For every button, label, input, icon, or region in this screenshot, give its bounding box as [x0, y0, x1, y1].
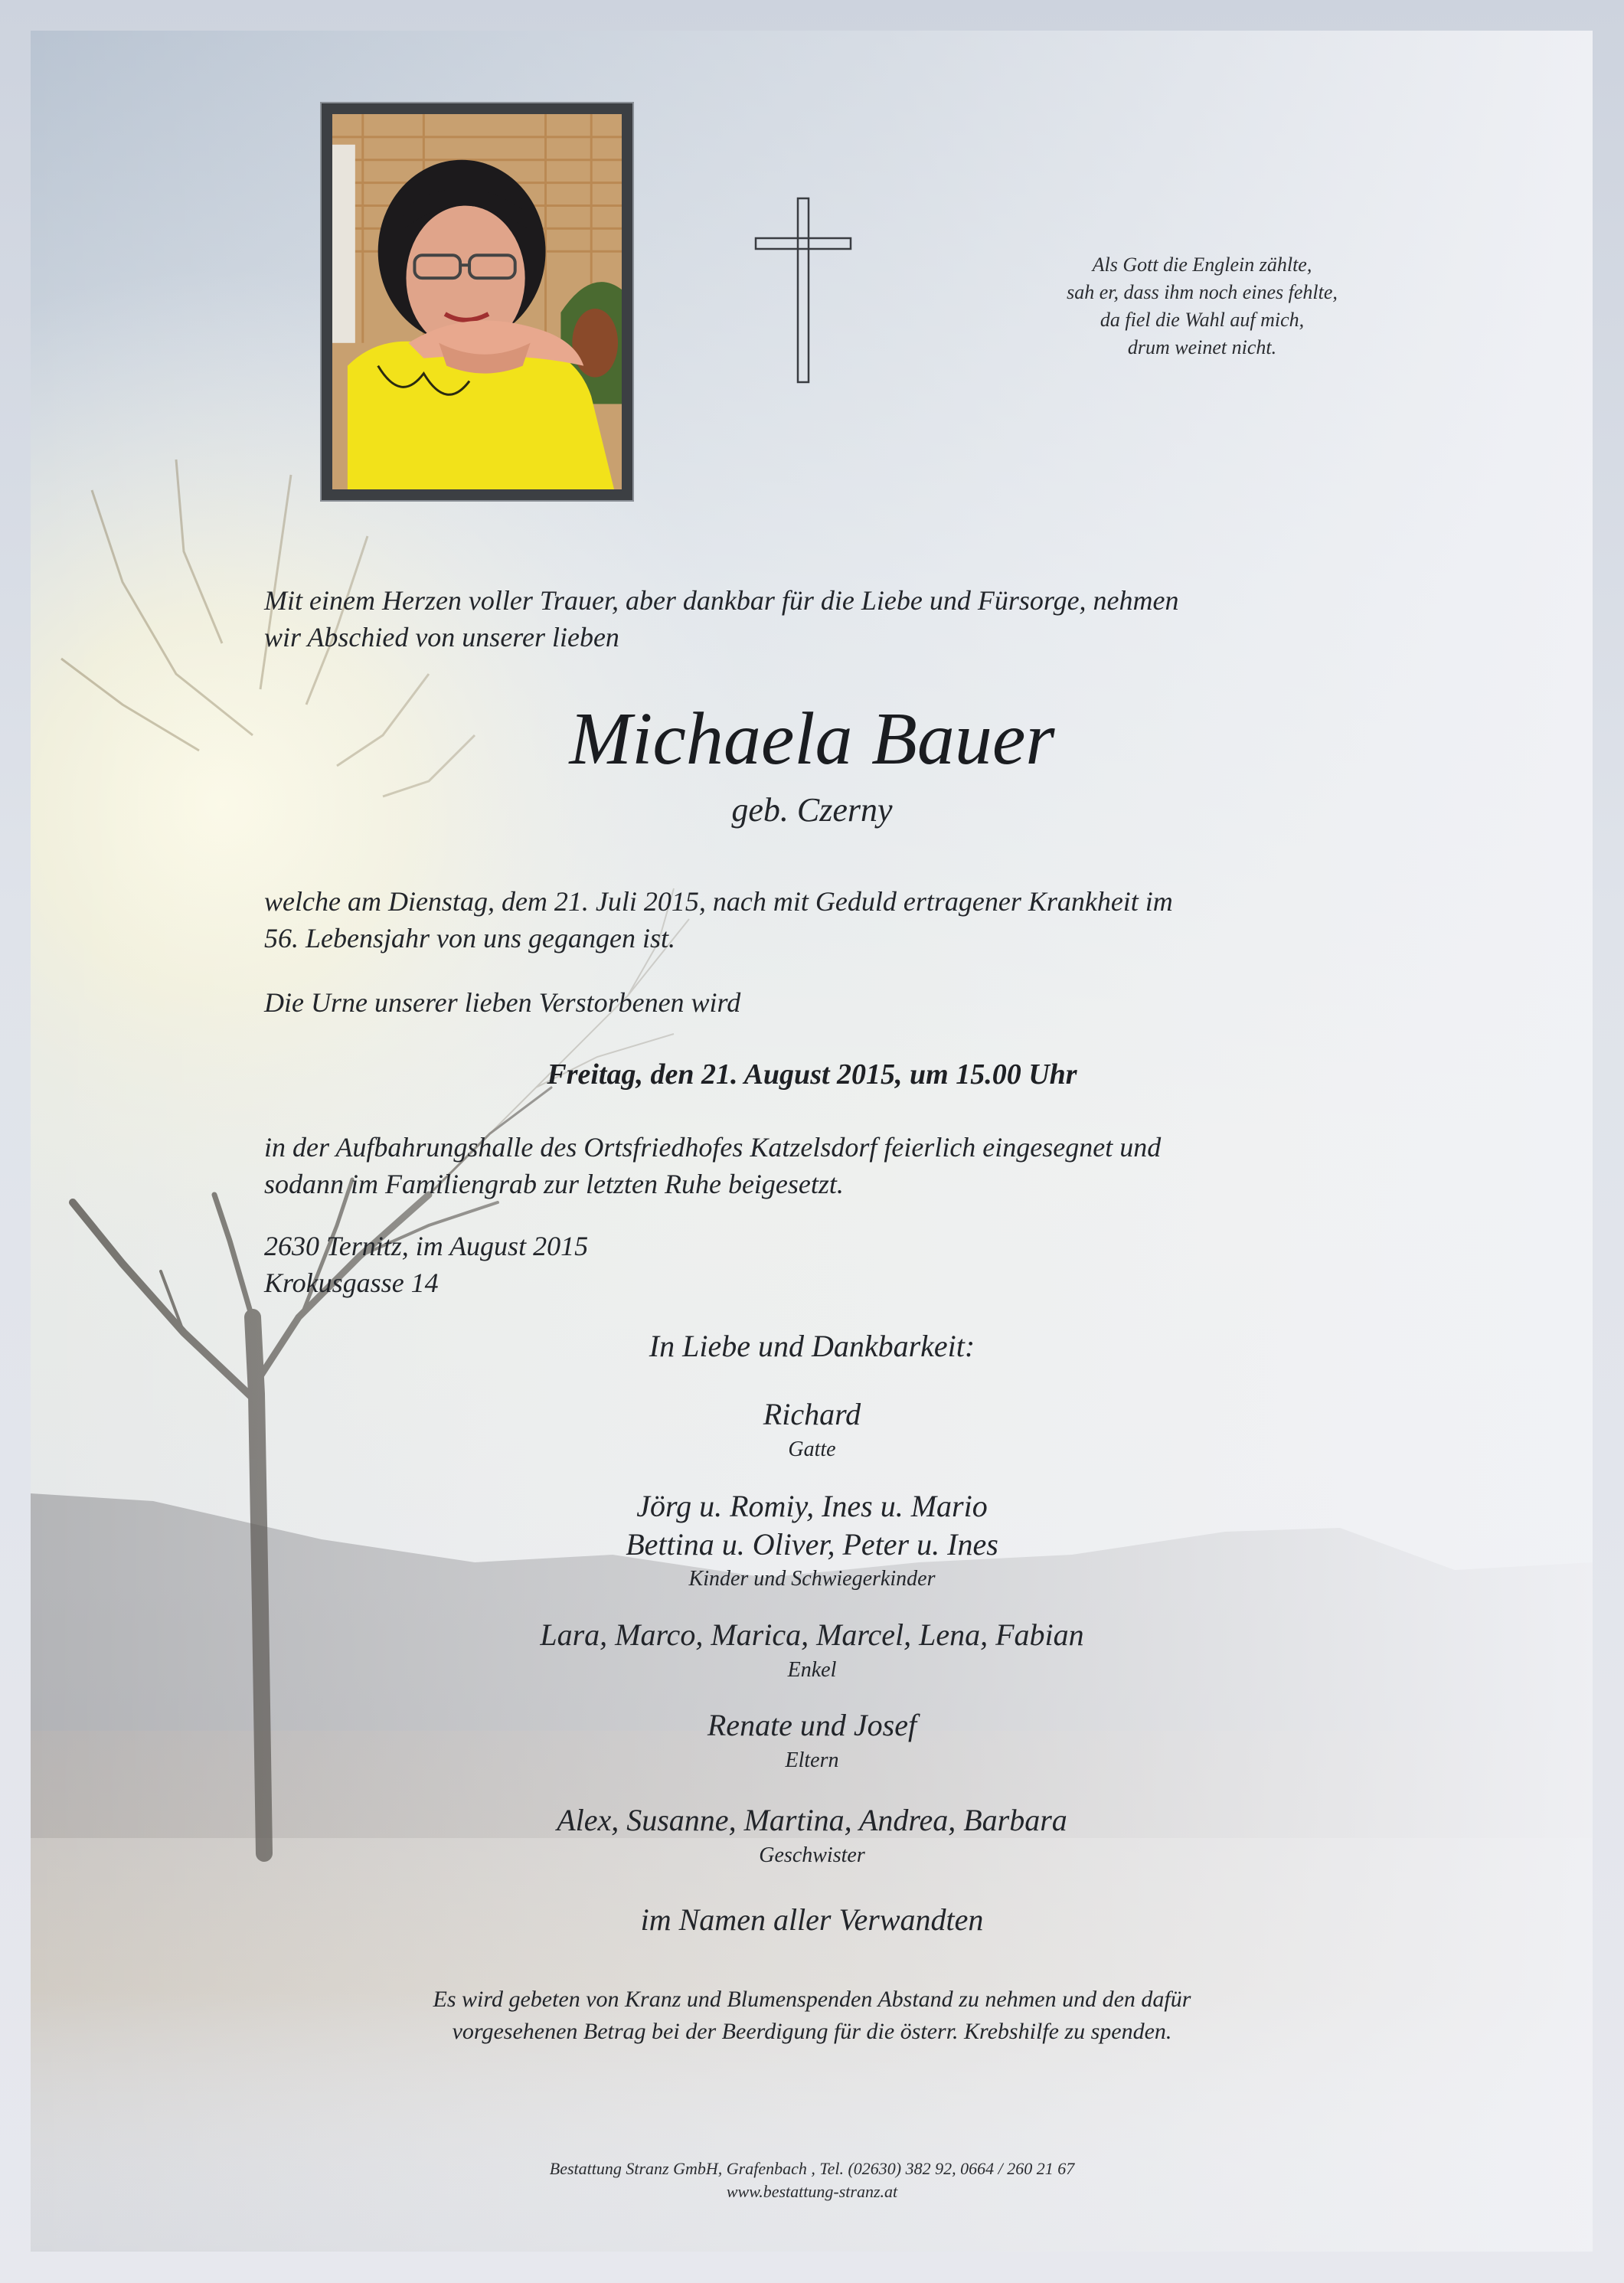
footer-company: Bestattung Stranz GmbH, Grafenbach , Tel. (02630) 382 92, 0664 / 260 21 67 — [549, 2159, 1075, 2178]
donation-note — [0, 1984, 1624, 2048]
mourner-relation: Eltern — [785, 1748, 839, 1772]
mourner-names: Renate und Josef — [707, 1708, 917, 1742]
mourner-names: Bettina u. Oliver, Peter u. Ines — [626, 1527, 998, 1562]
verse-line: sah er, dass ihm noch eines fehlte, — [1067, 281, 1338, 303]
death-announcement — [264, 883, 1351, 957]
mourner-names: Alex, Susanne, Martina, Andrea, Barbara — [557, 1803, 1067, 1837]
intro-line: wir Abschied von unserer lieben — [264, 622, 619, 653]
mourner-relation: Enkel — [787, 1658, 837, 1682]
place-line: 2630 Ternitz, im August 2015 — [264, 1231, 589, 1261]
mourner-relation: Geschwister — [759, 1843, 865, 1867]
place-and-address — [264, 1228, 1351, 1301]
verse-line: da fiel die Wahl auf mich, — [1100, 309, 1305, 331]
ceremony-date: Freitag, den 21. August 2015, um 15.00 Uhr — [547, 1058, 1077, 1091]
address-line: Krokusgasse 14 — [264, 1267, 439, 1298]
deceased-name: Michaela Bauer — [569, 698, 1055, 780]
mourner-relation: Kinder und Schwiegerkinder — [688, 1567, 936, 1591]
mourner-names: Jörg u. Romiy, Ines u. Mario — [636, 1489, 988, 1523]
funeral-home-footer — [0, 2157, 1624, 2203]
portrait-photo — [320, 102, 634, 502]
verse-line: drum weinet nicht. — [1127, 336, 1277, 358]
verse-poem — [995, 251, 1409, 361]
mourner-relation: Gatte — [788, 1438, 836, 1461]
burial-line: sodann im Familiengrab zur letzten Ruhe beigesetzt. — [264, 1169, 844, 1199]
mourners-closing: im Namen aller Verwandten — [640, 1902, 984, 1937]
cross-icon — [754, 197, 854, 384]
footer-website: www.bestattung-stranz.at — [726, 2182, 898, 2201]
intro-line: Mit einem Herzen voller Trauer, aber dankbar für die Liebe und Fürsorge, nehmen — [264, 585, 1179, 616]
burial-line: in der Aufbahrungshalle des Ortsfriedhofes Katzelsdorf feierlich eingesegnet und — [264, 1132, 1162, 1163]
intro-text — [264, 582, 1351, 656]
burial-text — [264, 1129, 1351, 1202]
mourner-names: Richard — [763, 1397, 861, 1431]
birth-name: geb. Czerny — [731, 791, 893, 829]
urn-line: Die Urne unserer lieben Verstorbenen wird — [264, 987, 741, 1018]
urn-text — [264, 984, 1351, 1021]
note-line: vorgesehenen Betrag bei der Beerdigung für die österr. Krebshilfe zu spenden. — [452, 2019, 1172, 2044]
verse-line: Als Gott die Englein zählte, — [1092, 253, 1312, 276]
mourners-heading: In Liebe und Dankbarkeit: — [649, 1329, 975, 1363]
mourner-names: Lara, Marco, Marica, Marcel, Lena, Fabian — [540, 1617, 1084, 1652]
death-line: 56. Lebensjahr von uns gegangen ist. — [264, 923, 675, 953]
death-line: welche am Dienstag, dem 21. Juli 2015, nach mit Geduld ertragener Krankheit im — [264, 886, 1173, 917]
note-line: Es wird gebeten von Kranz und Blumenspenden Abstand zu nehmen und den dafür — [433, 1987, 1191, 2012]
